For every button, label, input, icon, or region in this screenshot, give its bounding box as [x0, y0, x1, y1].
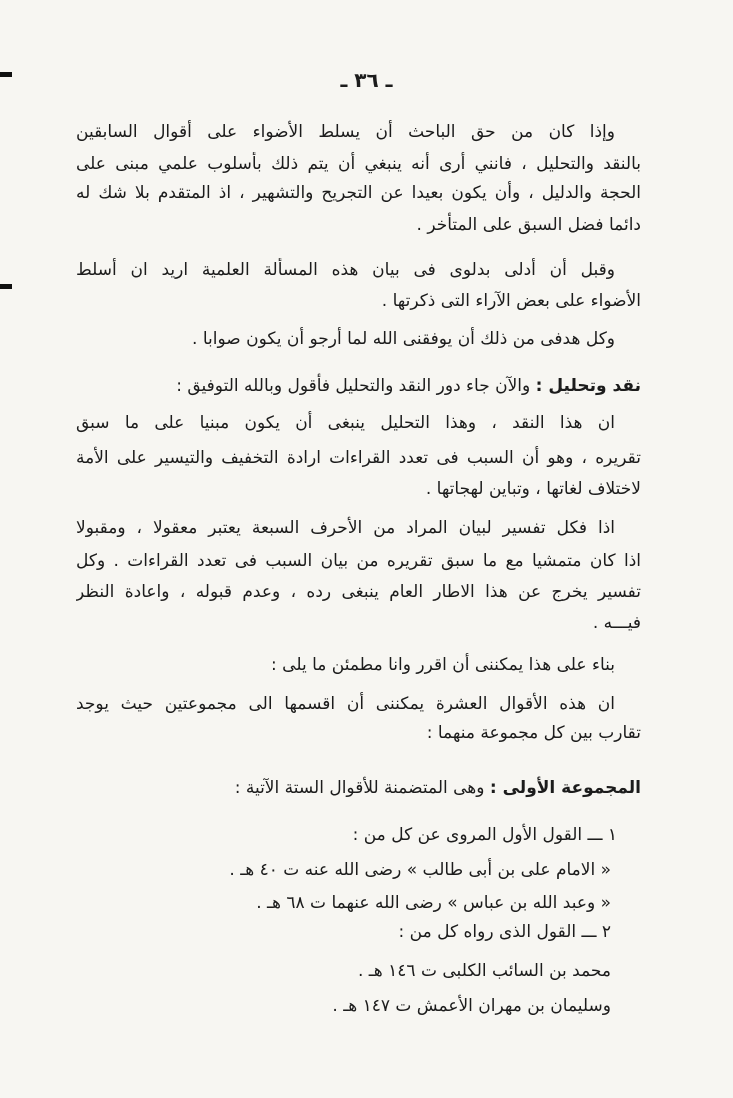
text-line: تقارب بين كل مجموعة منهما :: [426, 723, 641, 743]
group-heading-line: [235, 776, 641, 800]
text-line: ان هذا النقد ، وهذا التحليل ينبغى أن يكون مبنيا على ما سبق: [76, 413, 615, 433]
text-line: اذا فكل تفسير لبيان المراد من الأحرف السبعة يعتبر معقولا ، ومقبولا: [76, 518, 615, 538]
group-heading: المجموعة الأولى :: [489, 778, 641, 798]
list-item: « وعبد الله بن عباس » رضى الله عنهما ت ٦٨ هـ .: [256, 893, 611, 913]
text-line: تفسير يخرج عن هذا الاطار العام ينبغى رده ، وعدم قبوله ، واعادة النظر: [76, 582, 641, 602]
text-line: الحجة والدليل ، وأن يكون بعيدا عن التجريح والتشهير ، اذ المتقدم بلا شك له: [76, 183, 641, 203]
text-line: لاختلاف لغاتها ، وتباين لهجاتها .: [425, 479, 641, 499]
text-line: بالنقد والتحليل ، فانني أرى أنه ينبغي أن يتم ذلك بأسلوب علمي مبنى على: [76, 154, 641, 174]
section-heading: نقد وتحليل :: [535, 376, 641, 396]
text-span: والآن جاء دور النقد والتحليل فأقول وبالله التوفيق :: [176, 376, 531, 396]
text-line: وكل هدفى من ذلك أن يوفقنى الله لما أرجو أن يكون صوابا .: [192, 329, 615, 349]
text-line: الأضواء على بعض الآراء التى ذكرتها .: [381, 291, 641, 311]
list-item: ١ ـــ القول الأول المروى عن كل من :: [352, 825, 617, 845]
text-line: وقبل أن أدلى بدلوى فى بيان هذه المسألة العلمية اريد ان أسلط: [76, 260, 615, 280]
text-line: تقريره ، وهو أن السبب فى تعدد القراءات ارادة التخفيف والتيسير على الأمة: [76, 448, 641, 468]
list-item: ٢ ـــ القول الذى رواه كل من :: [398, 922, 611, 942]
text-span: وهى المتضمنة للأقوال الستة الآتية :: [234, 778, 485, 798]
text-line: دائما فضل السبق على المتأخر .: [416, 215, 641, 235]
list-item: « الامام على بن أبى طالب » رضى الله عنه ت ٤٠ هـ .: [229, 860, 611, 880]
page-number: ـ ٣٦ ـ: [340, 68, 393, 92]
scan-edge-mark: [0, 284, 12, 289]
text-line: ان هذه الأقوال العشرة يمكننى أن اقسمها الى مجموعتين حيث يوجد: [76, 694, 615, 714]
section-heading-line: [176, 374, 641, 398]
list-item: وسليمان بن مهران الأعمش ت ١٤٧ هـ .: [332, 996, 611, 1016]
text-line: فيـــه .: [592, 613, 641, 633]
text-line: اذا كان متمشيا مع ما سبق تقريره من بيان السبب فى تعدد القراءات . وكل: [76, 551, 641, 571]
text-line: وإذا كان من حق الباحث أن يسلط الأضواء على أقوال السابقين: [76, 122, 615, 142]
text-line: بناء على هذا يمكننى أن اقرر وانا مطمئن ما يلى :: [271, 655, 615, 675]
list-item: محمد بن السائب الكلبى ت ١٤٦ هـ .: [358, 961, 611, 981]
